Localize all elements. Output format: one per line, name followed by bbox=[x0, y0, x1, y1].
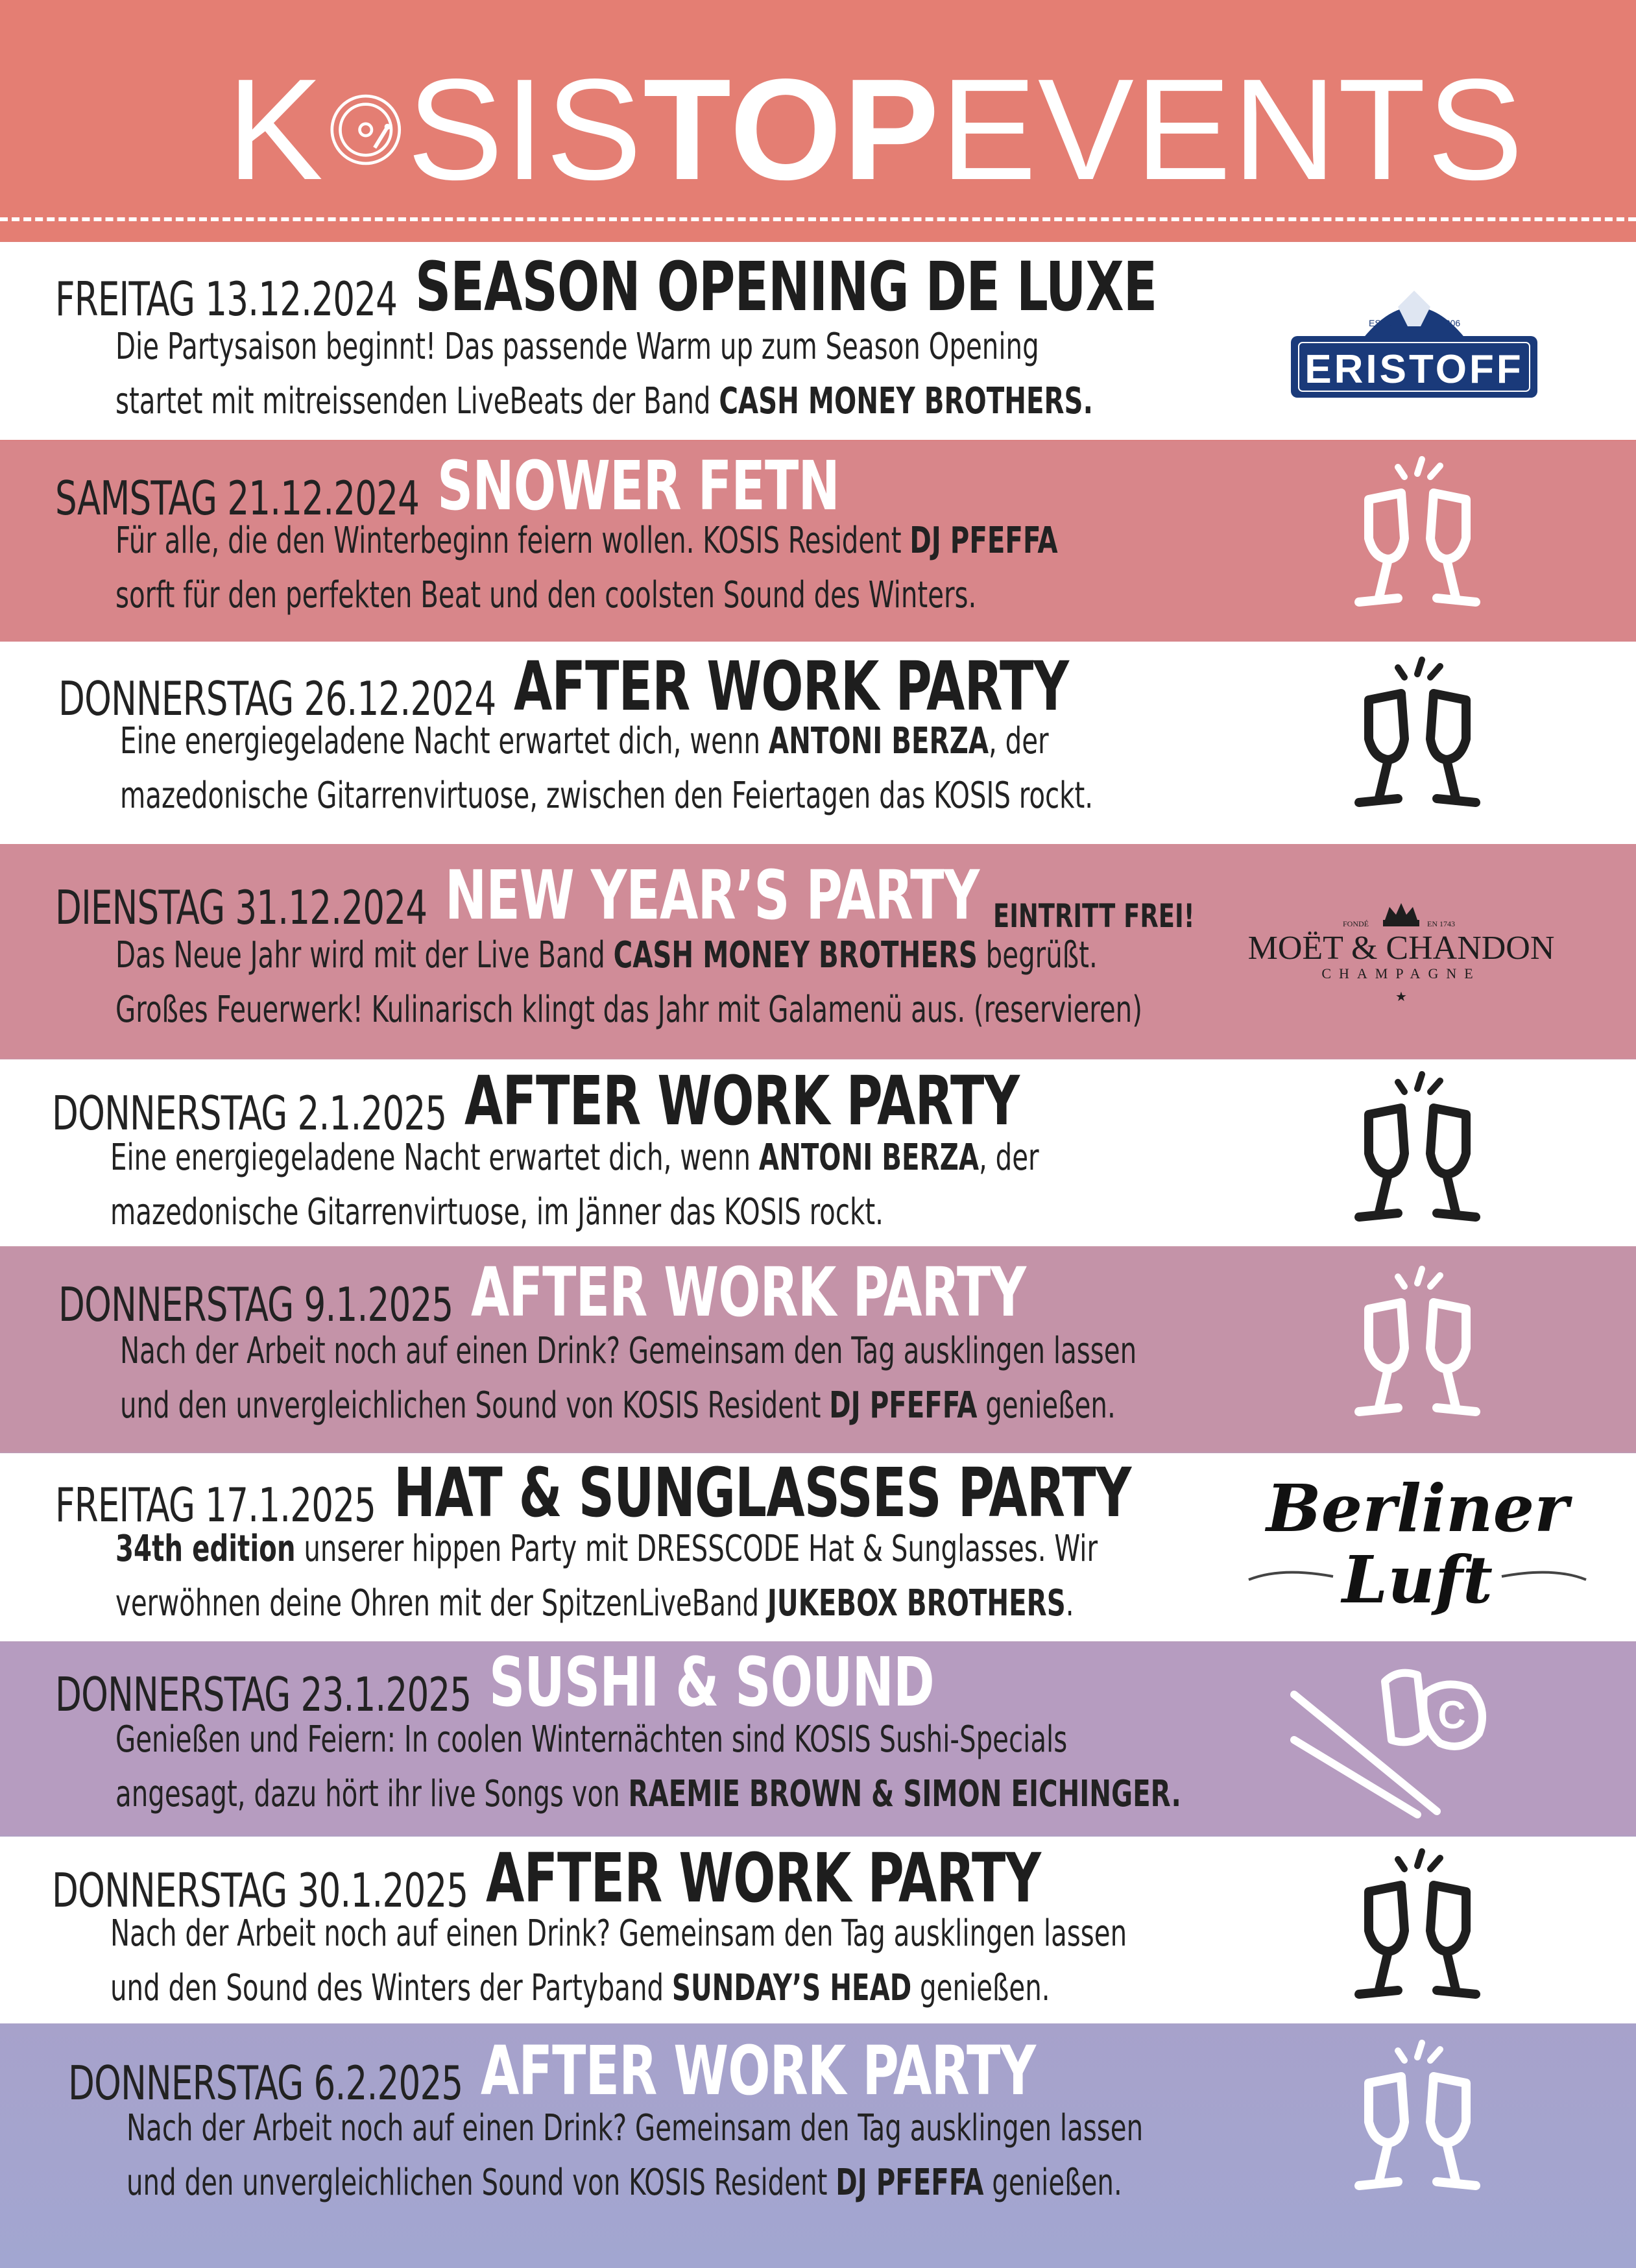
event-description: Die Partysaison beginnt! Das passende Warm up zum Season Opening startet mit mitreissenden LiveBeats der Band CASH MONEY BROTHERS. bbox=[115, 326, 1093, 422]
svg-text:EN 1743: EN 1743 bbox=[1427, 919, 1455, 928]
event-date: FREITAG 17.1.2025 bbox=[55, 1478, 376, 1532]
svg-text:Berliner: Berliner bbox=[1266, 1470, 1569, 1547]
event-description: Nach der Arbeit noch auf einen Drink? Gemeinsam den Tag ausklingen lassen und den unvergleichlichen Sound von KOSIS Resident DJ PFEFFA genießen. bbox=[126, 2107, 1144, 2204]
event-row bbox=[0, 2025, 1636, 2268]
event-row bbox=[0, 1248, 1636, 1452]
event-row bbox=[0, 1453, 1636, 1641]
event-description: Eine energiegeladene Nacht erwartet dich, wenn ANTONI BERZA, der mazedonische Gitarrenvirtuose, zwischen den Feiertagen das KOSIS rockt. bbox=[120, 720, 1094, 817]
moet-chandon-logo bbox=[1239, 894, 1563, 1024]
svg-text:C: C bbox=[1438, 1693, 1466, 1737]
event-date: DONNERSTAG 2.1.2025 bbox=[52, 1086, 447, 1140]
event-date: FREITAG 13.12.2024 bbox=[55, 272, 398, 326]
svg-text:ERISTOFF: ERISTOFF bbox=[1305, 347, 1524, 392]
title-top: TOP bbox=[643, 49, 941, 210]
event-title: AFTER WORK PARTY bbox=[514, 647, 1069, 726]
champagne-glasses-icon bbox=[1343, 454, 1511, 623]
event-title: SNOWER FETN bbox=[437, 446, 840, 525]
svg-text:1806: 1806 bbox=[1440, 318, 1461, 328]
event-description: Nach der Arbeit noch auf einen Drink? Gemeinsam den Tag ausklingen lassen und den Sound des Winters der Partyband SUNDAY’S HEAD genießen. bbox=[110, 1912, 1127, 2009]
event-description: 34th edition unserer hippen Party mit DRESSCODE Hat & Sunglasses. Wir verwöhnen deine Ohren mit der SpitzenLiveBand JUKEBOX BROTHERS. bbox=[115, 1528, 1098, 1624]
event-description: Für alle, die den Winterbeginn feiern wollen. KOSIS Resident DJ PFEFFA sorft für den perfekten Beat und den coolsten Sound des Winters. bbox=[115, 520, 1058, 616]
event-row bbox=[0, 1059, 1636, 1246]
champagne-glasses-icon bbox=[1343, 1069, 1511, 1238]
event-date: DONNERSTAG 26.12.2024 bbox=[58, 671, 496, 726]
champagne-glasses-icon bbox=[1343, 1846, 1511, 2015]
event-date: DONNERSTAG 23.1.2025 bbox=[55, 1667, 472, 1722]
eristoff-logo bbox=[1284, 261, 1544, 404]
berliner-luft-logo bbox=[1242, 1463, 1593, 1632]
event-title: AFTER WORK PARTY bbox=[471, 1253, 1026, 1332]
vinyl-record-icon bbox=[328, 71, 403, 188]
page-title bbox=[227, 49, 1524, 210]
champagne-glasses-icon bbox=[1343, 2038, 1511, 2206]
champagne-glasses-icon bbox=[1343, 1264, 1511, 1432]
svg-text:ESTD: ESTD bbox=[1369, 318, 1393, 328]
sushi-icon bbox=[1288, 1656, 1495, 1824]
event-description: Nach der Arbeit noch auf einen Drink? Gemeinsam den Tag ausklingen lassen und den unvergleichlichen Sound von KOSIS Resident DJ PFEFFA genießen. bbox=[120, 1330, 1137, 1427]
dashed-divider bbox=[0, 217, 1636, 221]
svg-text:Luft: Luft bbox=[1341, 1541, 1493, 1618]
event-date: DONNERSTAG 30.1.2025 bbox=[52, 1863, 468, 1918]
event-row bbox=[0, 642, 1636, 844]
event-date: SAMSTAG 21.12.2024 bbox=[55, 471, 420, 525]
event-description: Das Neue Jahr wird mit der Live Band CASH MONEY BROTHERS begrüßt. Großes Feuerwerk! Kulinarisch klingt das Jahr mit Galamenü aus. (reservieren) bbox=[115, 934, 1142, 1031]
event-entry-note: EINTRITT FREI! bbox=[993, 897, 1196, 935]
event-date: DIENSTAG 31.12.2024 bbox=[55, 880, 427, 935]
event-title: NEW YEAR’S PARTY bbox=[445, 856, 980, 935]
event-title: AFTER WORK PARTY bbox=[464, 1061, 1020, 1140]
svg-text:★: ★ bbox=[1395, 989, 1407, 1004]
event-title: HAT & SUNGLASSES PARTY bbox=[394, 1453, 1131, 1532]
event-row bbox=[0, 242, 1636, 440]
svg-text:FONDÉ: FONDÉ bbox=[1343, 919, 1369, 928]
event-description: Genießen und Feiern: In coolen Winternächten sind KOSIS Sushi-Specials angesagt, dazu hört ihr live Songs von RAEMIE BROWN & SIMON EICHINGER. bbox=[115, 1719, 1181, 1815]
event-title: SUSHI & SOUND bbox=[489, 1643, 935, 1722]
event-description: Eine energiegeladene Nacht erwartet dich, wenn ANTONI BERZA, der mazedonische Gitarrenvirtuose, im Jänner das KOSIS rockt. bbox=[110, 1137, 1039, 1233]
event-title: SEASON OPENING DE LUXE bbox=[415, 247, 1157, 326]
title-events: EVENTS bbox=[940, 49, 1524, 210]
event-date: DONNERSTAG 9.1.2025 bbox=[58, 1277, 453, 1332]
title-sis: SIS bbox=[407, 49, 644, 210]
event-title: AFTER WORK PARTY bbox=[486, 1839, 1041, 1918]
champagne-glasses-icon bbox=[1343, 655, 1511, 823]
event-row bbox=[0, 1643, 1636, 1835]
header bbox=[0, 0, 1636, 241]
event-date: DONNERSTAG 6.2.2025 bbox=[68, 2056, 463, 2110]
title-letter-k: K bbox=[227, 49, 325, 210]
svg-text:CHAMPAGNE: CHAMPAGNE bbox=[1321, 965, 1481, 982]
svg-text:MOËT & CHANDON: MOËT & CHANDON bbox=[1247, 930, 1555, 967]
event-title: AFTER WORK PARTY bbox=[481, 2031, 1036, 2110]
event-row bbox=[0, 845, 1636, 1058]
event-row bbox=[0, 1837, 1636, 2023]
event-row bbox=[0, 441, 1636, 640]
